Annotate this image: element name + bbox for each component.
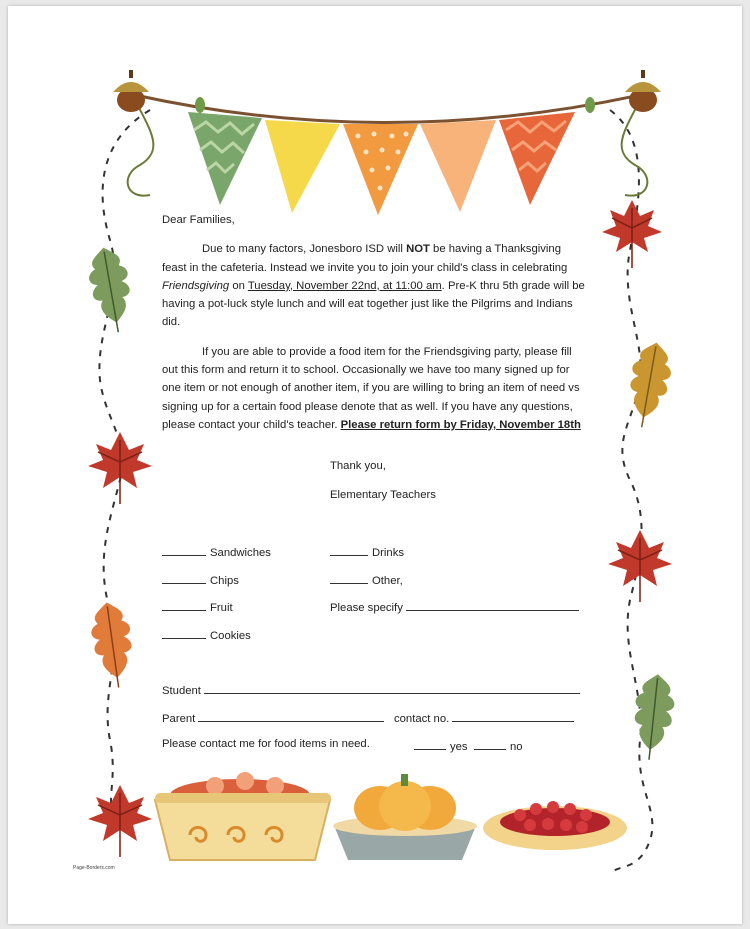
closing-signature: Elementary Teachers: [330, 489, 436, 501]
oak-leaf-icon: [84, 244, 137, 335]
contact-blank[interactable]: [452, 710, 574, 722]
oak-leaf-icon: [87, 600, 138, 691]
other-option[interactable]: Other,: [330, 572, 403, 587]
contact-field[interactable]: contact no.: [394, 710, 578, 725]
oak-leaf-icon: [622, 339, 675, 430]
no-option[interactable]: no: [474, 738, 523, 753]
flag-peach: [420, 120, 496, 212]
event-date: Tuesday, November 22nd, at 11:00 am: [247, 279, 442, 292]
maple-leaf-icon: [608, 530, 672, 602]
greeting: Dear Families,: [162, 214, 235, 226]
bunting-flags: [188, 112, 575, 215]
page-borders-credit: Page-Borders.com: [73, 865, 115, 871]
letter-body: [162, 211, 587, 434]
other-blank[interactable]: [330, 572, 368, 584]
cookies-option[interactable]: Cookies: [162, 627, 251, 642]
student-blank[interactable]: [204, 682, 580, 694]
yes-blank[interactable]: [414, 738, 446, 750]
student-field[interactable]: Student: [162, 682, 584, 697]
parent-field[interactable]: Parent: [162, 710, 388, 725]
paragraph-intro: Due to many factors, Jonesboro ISD will NOT be having a Thanksgiving feast in the cafeteria. Instead we invite you to join your child's class in celebrating Friendsgiving on Tuesday, November 22nd, at 11:00 am. Pre-K thru 5th grade will be having a pot-luck style lunch and will eat together just like the Pilgrims and Indians did.: [162, 243, 585, 329]
cranberry-dish-icon: [483, 801, 627, 850]
cookies-blank[interactable]: [162, 627, 206, 639]
pumpkin-icon: [333, 774, 477, 860]
maple-leaf-icon: [88, 785, 152, 857]
need-contact-question: Please contact me for food items in need.: [162, 738, 370, 750]
sandwiches-option[interactable]: Sandwiches: [162, 544, 271, 559]
chips-option[interactable]: Chips: [162, 572, 239, 587]
oak-leaf-icon: [630, 672, 678, 762]
drinks-option[interactable]: Drinks: [330, 544, 404, 559]
closing-thanks: Thank you,: [330, 460, 386, 472]
yes-option[interactable]: yes: [414, 738, 468, 753]
fruit-blank[interactable]: [162, 599, 206, 611]
maple-leaf-icon: [88, 432, 152, 504]
return-deadline: Please return form by Friday, November 18th: [340, 418, 581, 431]
tendril-left: [128, 97, 205, 196]
fruit-option[interactable]: Fruit: [162, 599, 233, 614]
chips-blank[interactable]: [162, 572, 206, 584]
paragraph-instructions: If you are able to provide a food item for the Friendsgiving party, please fill out this form and return it to school. Occasionally we have too many signed up for one item or not enough of another item, if you are willing to bring an item of need vs signing up for a certain food please denote that as well. If you have any questions, please contact your child's teacher. Please return form by Friday, November 18th: [162, 345, 581, 431]
sandwiches-blank[interactable]: [162, 544, 206, 556]
not-emphasis: NOT: [406, 243, 430, 256]
drinks-blank[interactable]: [330, 544, 368, 556]
parent-blank[interactable]: [198, 710, 384, 722]
acorn-icon: [625, 70, 661, 112]
event-name: Friendsgiving: [162, 279, 230, 292]
acorn-icon: [113, 70, 149, 112]
specify-field[interactable]: Please specify: [330, 599, 583, 614]
specify-blank[interactable]: [406, 599, 579, 611]
no-blank[interactable]: [474, 738, 506, 750]
pie-icon: [155, 772, 331, 860]
flag-yellow: [265, 120, 340, 213]
maple-leaf-icon: [602, 200, 662, 268]
flag-orange-dots: [343, 124, 418, 215]
